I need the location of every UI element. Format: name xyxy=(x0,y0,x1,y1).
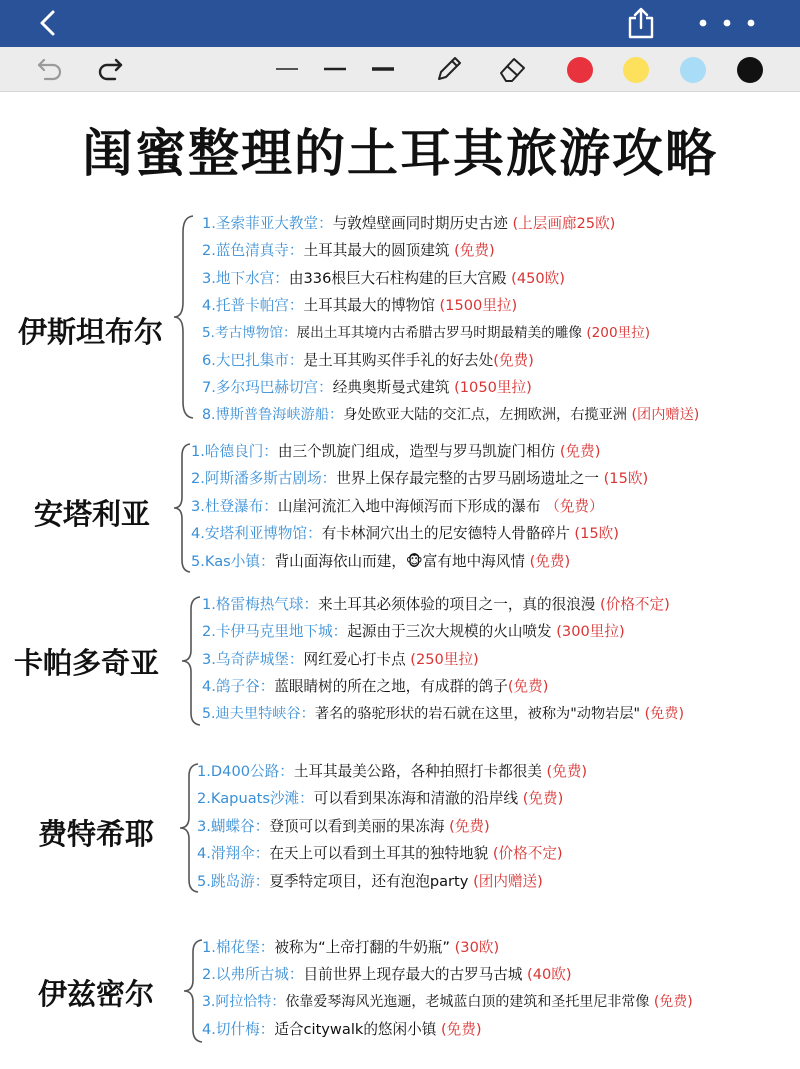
item-name: 1.棉花堡： xyxy=(202,939,275,956)
item-desc: 目前世界上现存最大的古罗马古城 xyxy=(303,966,528,984)
list-item xyxy=(197,813,587,840)
section-fethiye xyxy=(0,758,800,898)
item-desc: 展出土耳其境内古希腊古罗马时期最精美的雕像 xyxy=(296,324,587,341)
item-list xyxy=(197,758,587,895)
thick-pen-icon xyxy=(368,54,398,84)
list-item xyxy=(202,591,684,618)
list-item xyxy=(202,347,699,374)
medium-pen-button[interactable] xyxy=(320,53,350,85)
item-price: (免费) xyxy=(529,552,571,570)
item-desc: 起源由于三次大规模的火山喷发 xyxy=(347,623,557,641)
item-name: 1.格雷梅热气球： xyxy=(202,596,319,613)
item-name: 4.安塔利亚博物馆： xyxy=(191,525,322,543)
bracket-brace xyxy=(182,938,204,1044)
item-price: (团内赠送) xyxy=(473,872,543,890)
list-item xyxy=(197,785,587,812)
item-price: (免费) xyxy=(440,1021,482,1039)
item-list xyxy=(202,591,684,728)
item-desc: 夏季特定项目，还有泡泡party xyxy=(269,872,474,890)
item-list xyxy=(191,438,648,575)
item-name: 5.跳岛游： xyxy=(197,872,270,890)
chevron-left-icon xyxy=(34,8,64,38)
item-price: (450欧) xyxy=(511,269,565,287)
item-desc: 有卡林洞穴出土的尼安德特人骨骼碎片 xyxy=(321,525,575,543)
item-desc: 世界上保存最完整的古罗马剧场遗址之一 xyxy=(336,470,604,488)
item-name: 5.迪夫里特峡谷： xyxy=(202,705,315,722)
item-name: 4.托普卡帕宫： xyxy=(202,297,304,315)
list-item xyxy=(202,1016,693,1043)
item-name: 3.地下水宫： xyxy=(202,269,289,287)
list-item xyxy=(202,646,684,673)
page-title: 闺蜜整理的土耳其旅游攻略 xyxy=(81,125,718,184)
item-name: 3.杜登瀑布： xyxy=(191,497,278,515)
item-desc: 可以看到果冻海和清澈的沿岸线 xyxy=(313,790,523,808)
item-desc: 山崖河流汇入地中海倾泻而下形成的瀑布 xyxy=(277,497,546,515)
bracket-brace xyxy=(180,595,202,727)
item-price: （免费） xyxy=(545,497,604,515)
item-price: (15欧) xyxy=(603,470,649,488)
list-item xyxy=(202,618,684,645)
item-desc: 在天上可以看到土耳其的独特地貌 xyxy=(269,845,493,863)
list-item xyxy=(202,292,699,319)
thin-pen-icon xyxy=(272,54,302,84)
item-name: 3.蝴蝶谷： xyxy=(197,817,270,835)
list-item xyxy=(202,701,684,728)
list-item xyxy=(202,320,699,347)
item-desc: 登顶可以看到美丽的果冻海 xyxy=(269,817,450,835)
item-desc: 由三个凯旋门组成，造型与罗马凯旋门相仿 xyxy=(277,443,560,460)
list-item xyxy=(191,465,648,492)
item-desc: 土耳其最大的圆顶建筑 xyxy=(303,242,455,260)
item-name: 4.切什梅： xyxy=(202,1021,275,1039)
item-price: (免费) xyxy=(644,705,685,722)
item-name: 2.阿斯潘多斯古剧场： xyxy=(191,470,337,488)
city-name: 伊斯坦布尔 xyxy=(18,315,164,349)
item-price: (30欧) xyxy=(454,939,500,956)
item-price: (1050里拉) xyxy=(454,379,532,397)
list-item xyxy=(202,961,693,988)
color-yellow-swatch[interactable] xyxy=(623,57,649,83)
list-item xyxy=(202,237,699,264)
section-cappadocia xyxy=(0,591,800,731)
item-name: 1.D400公路： xyxy=(197,763,294,780)
item-name: 2.Kapuats沙滩： xyxy=(197,790,314,808)
item-name: 5.Kas小镇： xyxy=(191,552,275,570)
item-name: 8.博斯普鲁海峡游船： xyxy=(202,406,344,423)
list-item xyxy=(202,934,693,961)
section-antalya xyxy=(0,438,800,578)
item-desc: 蓝眼睛树的所在之地，有成群的鸽子 xyxy=(274,678,508,696)
item-desc: 背山面海依山而建，🐵富有地中海风情 xyxy=(274,552,530,570)
item-price: (免费) xyxy=(546,763,588,780)
item-price: (15欧) xyxy=(574,525,619,543)
redo-icon xyxy=(95,54,125,84)
item-price: (250里拉) xyxy=(410,650,479,668)
section-izmir xyxy=(0,934,800,1050)
item-name: 3.阿拉恰特： xyxy=(202,993,286,1010)
color-red-swatch[interactable] xyxy=(567,57,593,83)
eraser-icon xyxy=(495,53,529,85)
item-desc: 来土耳其必须体验的项目之一，真的很浪漫 xyxy=(318,596,601,613)
item-price: (300里拉) xyxy=(556,623,625,641)
item-name: 5.考古博物馆： xyxy=(202,324,297,341)
item-name: 4.鸽子谷： xyxy=(202,678,275,696)
item-name: 2.蓝色清真寺： xyxy=(202,242,304,260)
item-desc: 与敦煌壁画同时期历史古迹 xyxy=(332,215,513,232)
item-price: (免费) xyxy=(507,678,549,696)
redo-button[interactable] xyxy=(94,53,126,85)
item-name: 1.哈德良门： xyxy=(191,443,278,460)
item-price: (1500里拉) xyxy=(439,297,518,315)
drawing-toolbar xyxy=(0,47,800,92)
item-desc: 网红爱心打卡点 xyxy=(303,650,411,668)
item-list xyxy=(202,934,693,1044)
color-black-swatch[interactable] xyxy=(737,57,763,83)
undo-icon xyxy=(35,54,65,84)
item-name: 3.乌奇萨城堡： xyxy=(202,650,304,668)
item-name: 6.大巴扎集市： xyxy=(202,351,304,369)
item-desc: 适合citywalk的悠闲小镇 xyxy=(274,1021,441,1039)
item-price: (价格不定) xyxy=(600,596,670,613)
list-item xyxy=(202,374,699,401)
list-item xyxy=(202,402,699,429)
list-item xyxy=(197,840,587,867)
list-item xyxy=(191,493,648,520)
item-desc: 被称为“上帝打翻的牛奶瓶” xyxy=(274,939,455,956)
pencil-button[interactable] xyxy=(432,53,466,85)
item-desc: 由336根巨大石柱构建的巨大宫殿 xyxy=(288,269,512,287)
item-price: (200里拉) xyxy=(586,324,651,341)
more-button[interactable] xyxy=(694,10,760,36)
share-button[interactable] xyxy=(626,6,656,40)
item-name: 2.卡伊马克里地下城： xyxy=(202,623,348,641)
city-name: 伊兹密尔 xyxy=(38,977,155,1011)
item-price: (免费) xyxy=(449,817,490,835)
list-item xyxy=(197,868,587,895)
item-price: (上层画廊25欧) xyxy=(512,215,616,232)
bracket-brace xyxy=(172,442,192,574)
item-name: 7.多尔玛巴赫切宫： xyxy=(202,379,333,397)
list-item xyxy=(202,210,699,237)
item-list xyxy=(202,210,699,429)
item-desc: 是土耳其购买伴手礼的好去处 xyxy=(303,351,494,369)
item-price: (价格不定) xyxy=(492,845,563,863)
list-item xyxy=(197,758,587,785)
list-item xyxy=(191,520,648,547)
item-desc: 经典奥斯曼式建筑 xyxy=(332,379,455,397)
top-nav-bar xyxy=(0,0,800,47)
undo-button[interactable] xyxy=(34,53,66,85)
thick-pen-button[interactable] xyxy=(368,53,398,85)
item-desc: 依靠爱琴海风光迤逦，老城蓝白顶的建筑和圣托里尼非常像 xyxy=(285,993,654,1010)
medium-pen-icon xyxy=(320,54,350,84)
pencil-icon xyxy=(433,53,465,85)
eraser-button[interactable] xyxy=(494,53,530,85)
list-item xyxy=(191,548,648,575)
item-price: (免费) xyxy=(493,351,534,369)
list-item xyxy=(202,265,699,292)
list-item xyxy=(202,673,684,700)
city-name: 卡帕多奇亚 xyxy=(14,646,160,680)
item-price: (免费) xyxy=(454,242,495,260)
item-desc: 著名的骆驼形状的岩石就在这里，被称为"动物岩层" xyxy=(314,705,645,722)
bracket-brace xyxy=(171,214,195,420)
item-price: (免费) xyxy=(522,790,564,808)
item-name: 4.滑翔伞： xyxy=(197,845,270,863)
item-price: (免费) xyxy=(559,443,601,460)
city-name: 安塔利亚 xyxy=(34,497,151,531)
item-name: 1.圣索菲亚大教堂： xyxy=(202,215,333,232)
item-desc: 土耳其最美公路，各种拍照打卡都很美 xyxy=(293,763,547,780)
more-horizontal-icon xyxy=(694,10,760,36)
color-lightblue-swatch[interactable] xyxy=(680,57,706,83)
section-istanbul xyxy=(0,210,800,430)
list-item xyxy=(191,438,648,465)
thin-pen-button[interactable] xyxy=(272,53,302,85)
item-price: (团内赠送) xyxy=(631,406,700,423)
item-desc: 身处欧亚大陆的交汇点，左拥欧洲，右揽亚洲 xyxy=(343,406,632,423)
list-item xyxy=(202,989,693,1016)
item-price: (40欧) xyxy=(527,966,572,984)
item-name: 2.以弗所古城： xyxy=(202,966,304,984)
back-button[interactable] xyxy=(34,8,64,38)
city-name: 费特希耶 xyxy=(38,817,155,851)
share-icon xyxy=(626,6,656,40)
item-price: (免费) xyxy=(653,993,693,1010)
item-desc: 土耳其最大的博物馆 xyxy=(303,297,440,315)
